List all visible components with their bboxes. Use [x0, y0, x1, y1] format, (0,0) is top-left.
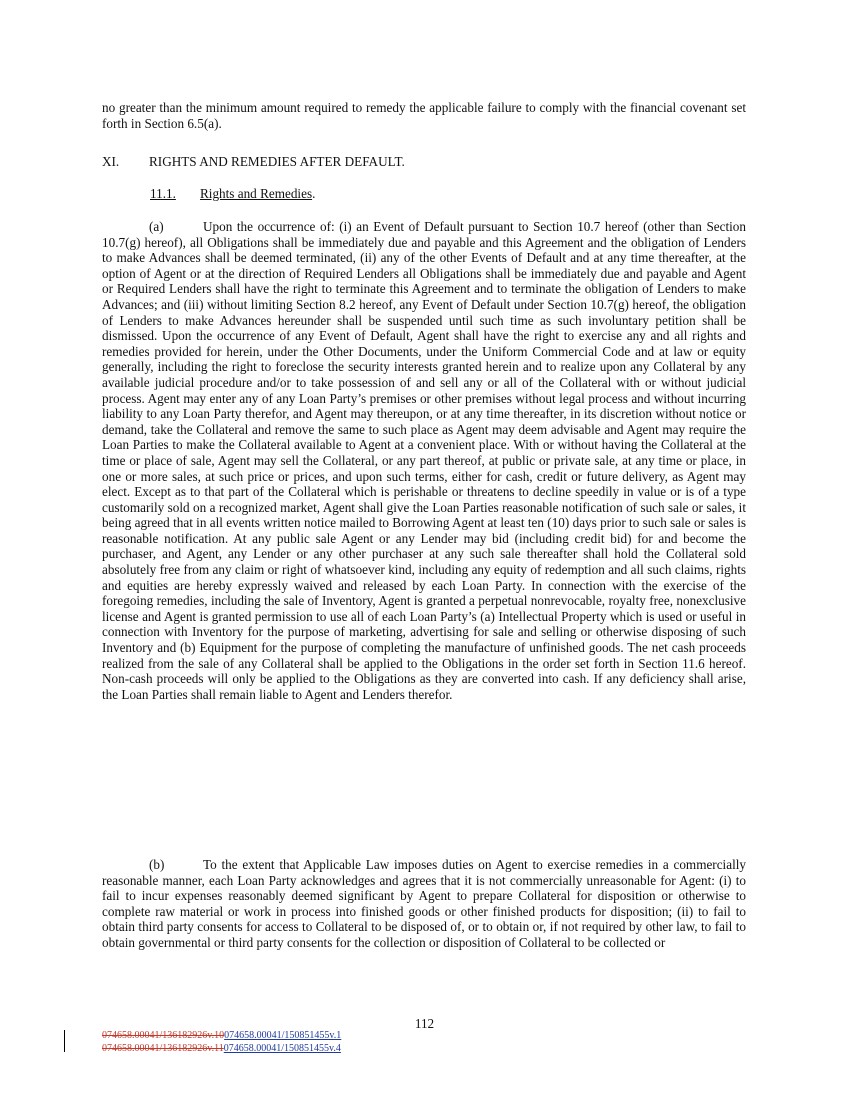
paragraph-b-label-wrap [102, 857, 203, 873]
article-heading [102, 154, 746, 170]
paragraph-a-text: Upon the occurrence of: (i) an Event of Default pursuant to Section 10.7 hereof (other than Section 10.7(g) hereof), all Obligations shall be immediately due and payable and this Agreement and the obligation of Lenders to make Advances shall be deemed terminated, (ii) any of the other Events of Default and at any time thereafter, at the option of Agent or at the direction of Required Lenders all Obligations shall be immediately due and payable and Agent or Required Lenders shall have the right to terminate this Agreement and to terminate the obligation of Lenders to make Advances; and (iii) without limiting Section 8.2 hereof, any Event of Default under Section 10.7(g) hereof, the obligation of Lenders to make Advances hereunder shall be suspended until such time as such involuntary petition shall be dismissed. Upon the occurrence of any Event of Default, Agent shall have the right to exercise any and all rights and remedies provided for herein, under the Other Documents, under the Uniform Commercial Code and at law or equity generally, including the right to foreclose the security interests granted herein and to realize upon any Collateral by any available judicial procedure and/or to take possession of and sell any or all of the Collateral with or without judicial process. Agent may enter any of any Loan Party’s premises or other premises without legal process and without incurring liability to any Loan Party therefor, and Agent may thereupon, or at any time thereafter, in its discretion without notice or demand, take the Collateral and remove the same to such place as Agent may deem advisable and Agent may require the Loan Parties to make the Collateral available to Agent at a convenient place. With or without having the Collateral at the time or place of sale, Agent may sell the Collateral, or any part thereof, at public or private sale, at any time or place, in one or more sales, at such price or prices, and upon such terms, either for cash, credit or future delivery, as Agent may elect. Except as to that part of the Collateral which is perishable or threatens to decline speedily in value or is of a type customarily sold on a recognized market, Agent shall give the Loan Parties reasonable notification of such sale or sales, it being agreed that in all events written notice mailed to Borrowing Agent at least ten (10) days prior to such sale or sales is reasonable notification. At any public sale Agent or any Lender may bid (including credit bid) for and become the purchaser, and Agent, any Lender or any other purchaser at any such sale thereafter shall hold the Collateral sold absolutely free from any claim or right of whatsoever kind, including any equity of redemption and all such claims, rights and equities are hereby expressly waived and released by each Loan Party. In connection with the exercise of the foregoing remedies, including the sale of Inventory, Agent is granted a perpetual nonrevocable, royalty free, nonexclusive license and Agent is granted permission to use all of each Loan Party’s (a) Intellectual Property which is used or useful in connection with Inventory for the purpose of marketing, advertising for sale and selling or otherwise disposing of such Inventory and (b) Equipment for the purpose of completing the manufacture of unfinished goods. The net cash proceeds realized from the sale of any Collateral shall be applied to the Obligations in the order set forth in Section 11.6 hereof. Non-cash proceeds will only be applied to the Obligations as they are converted into cash. If any deficiency shall arise, the Loan Parties shall remain liable to Agent and Lenders therefor. [102, 219, 746, 702]
intro-text: no greater than the minimum amount required to remedy the applicable failure to comply with the financial covenant set forth in Section 6.5(a). [102, 100, 746, 131]
paragraph-a-label: (a) [149, 219, 164, 234]
paragraph-b [102, 857, 746, 951]
subsection-title: Rights and Remedies [200, 186, 313, 201]
document-id-1-deleted: 074658.00041/136182926v.10 [102, 1030, 225, 1041]
intro-paragraph [102, 100, 746, 131]
revision-change-bar [64, 1030, 65, 1052]
article-number: XI. [102, 154, 120, 169]
subsection-period: . [312, 186, 316, 201]
paragraph-b-label: (b) [149, 857, 165, 872]
document-id-2-deleted: 074658.00041/136182926v.11 [102, 1043, 224, 1054]
paragraph-a-label-wrap [102, 219, 203, 235]
paragraph-a [102, 219, 746, 702]
article-title: RIGHTS AND REMEDIES AFTER DEFAULT. [149, 154, 405, 169]
document-id-2-inserted[interactable]: 074658.00041/150851455v.4 [223, 1043, 341, 1054]
document-id-line-1 [102, 1030, 341, 1042]
subsection-number: 11.1. [150, 186, 176, 201]
subsection-heading [102, 186, 746, 202]
document-id-1-inserted[interactable]: 074658.00041/150851455v.1 [224, 1030, 342, 1041]
document-id-line-2 [102, 1043, 341, 1055]
page-number: 112 [414, 1016, 435, 1031]
paragraph-b-text: To the extent that Applicable Law imposes duties on Agent to exercise remedies in a commercially reasonable manner, each Loan Party acknowledges and agrees that it is not commercially unreasonable for Agent: (i) to fail to incur expenses reasonably deemed significant by Agent to prepare Collateral for disposition or otherwise to complete raw material or work in process into finished goods or other finished products for disposition; (ii) to fail to obtain third party consents for access to Collateral to be disposed of, or to obtain or, if not required by other law, to fail to obtain governmental or third party consents for the collection or disposition of Collateral to be collected or [102, 857, 746, 950]
